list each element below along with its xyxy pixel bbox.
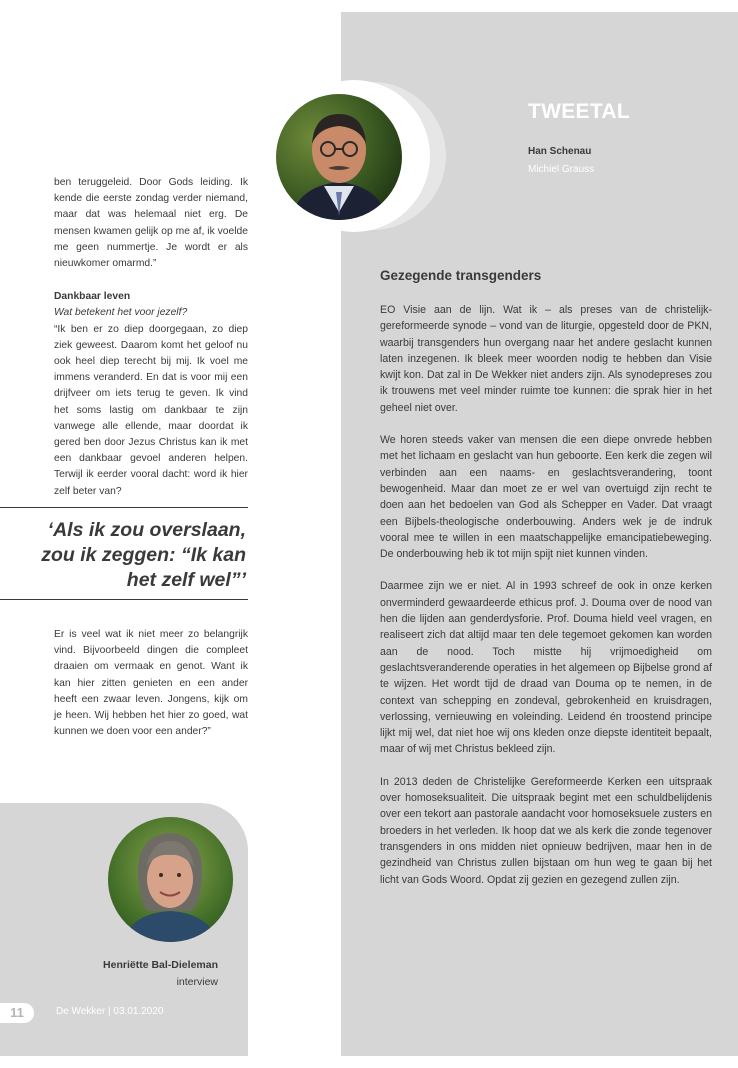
left-subheading: Dankbaar leven	[54, 291, 131, 303]
column-author: Han Schenau	[528, 146, 592, 157]
right-column-body	[380, 302, 712, 888]
interviewer-photo	[108, 817, 233, 942]
pull-quote: ‘Als ik zou overslaan, zou ik zeggen: “Ik kan het zelf wel”’	[41, 519, 246, 591]
photographer-credit: Michiel Grauss	[528, 164, 595, 175]
interview-question: Wat betekent het voor jezelf?	[54, 307, 188, 319]
left-column-lower	[54, 627, 248, 740]
left-paragraph-3: Er is veel wat ik niet meer zo belangrijk vind. Bijvoorbeeld dingen die compleet draaien om vermaak en genot. Want ik kan hier zitten genieten en een ander heeft een zwaar leven. Jongens, kijk om je heen. Wij hebben het hier zo goed, wat kunnen we doen voor een ander?”	[54, 629, 248, 738]
interviewer-name: Henriëtte Bal-Dieleman	[103, 959, 218, 971]
right-paragraph-1: EO Visie aan de lijn. Wat ik – als preses van de christelijk-gereformeerde synode – vond van de liturgie, opgesteld door de PKN, waarbij transgenders hun overgang naar het andere geslacht kunnen laten inzegenen. Ik bleek meer woorden nodig te hebben dan Visie kwijt kon. Dat zal in De Wekker niet anders zijn. Als synodepreses zou ik trouwens met veel minder ruimte toe kunnen: die sprak hier in het geheel niet over.	[380, 304, 712, 414]
quote-rule-bottom	[0, 599, 248, 600]
interviewer-role: interview	[176, 976, 218, 988]
publication-footer: De Wekker | 03.01.2020	[56, 1006, 164, 1017]
right-paragraph-3: Daarmee zijn we er niet. Al in 1993 schreef de ook in onze kerken onverminderd gewaardeerde ethicus prof. J. Douma over de nood van hen die lijden aan genderdysforie. Prof. Douma hield veel vragen, en realiseert zich dat altijd maar ten dele tegemoet gekomen kan worden aan de nood. Toch mistte hij vrijmoedigheid om geslachtsveranderende operaties in het algemeen op Bijbelse grond af te wijzen. Het wordt tijd de draad van Douma op te nemen, in de context van schepping en zondeval, gebrokenheid en kruisdragen, verlossing, vernieuwing en voleinding. Leidend én troostend principe lijkt mij wel, dat niet hoe wij ons kleden onze diepste identiteit bepaalt, maar of wij met Christus bekleed zijn.	[380, 580, 712, 756]
quote-rule-top	[0, 507, 248, 508]
left-column-upper	[54, 175, 248, 500]
article-heading: Gezegende transgenders	[380, 268, 542, 283]
right-paragraph-2: We horen steeds vaker van mensen die een diepe onvrede hebben met het lichaam en geslacht van hun geboorte. Een kerk die zegen wil verbinden aan een naams- en geslachtsverandering, toont bewogenheid. Maar dan moet ze er wel van overtuigd zijn recht te doen aan het bedoelen van God als Schepper en Vader. Dat vraagt een Bijbels-theologische onderbouwing. Anders wek je de indruk vooral mee te willen in een maatschappelijke emancipatiebeweging. De onderbouwing heb ik tot mijn spijt niet kunnen vinden.	[380, 434, 712, 561]
right-paragraph-4: In 2013 deden de Christelijke Gereformeerde Kerken een uitspraak over homoseksualiteit. Die uitspraak begint met een schuldbelijdenis over een tekort aan pastorale aandacht voor homoseksuele zusters en broeders in het verleden. Ik hoop dat we als kerk die zonde tegenover transgenders in ons midden niet opnieuw bedrijven, maar hen in de gezindheid van Christus zullen bijstaan om hun weg te gaan bij het licht van Gods Woord. Opdat zij gezien en gezegend zullen zijn.	[380, 775, 712, 886]
left-paragraph-1: ben teruggeleid. Door Gods leiding. Ik kende die eerste zondag verder niemand, maar dat was helemaal niet erg. De mensen kwamen gelijk op me af, ik voelde me geen nummertje. Je wordt er als nieuwkomer omarmd.”	[54, 177, 248, 270]
left-paragraph-2: “Ik ben er zo diep doorgegaan, zo diep ziek geweest. Daarom komt het geloof nu ook heel diep terecht bij mij. Ik voel me immens veranderd. En dat is voor mij een drijfveer om iets terug te geven. Ik vind het soms lastig om dankbaar te zijn vanwege alle ellende, maar doordat ik gered ben door Jezus Christus kan ik met een dankbaar gevoel anderen helpen. Terwijl ik eerder vooral dacht: word ik hier zelf beter van?	[54, 323, 248, 497]
page-number: 11	[0, 1003, 34, 1023]
author-photo	[276, 94, 402, 220]
section-label: TWEETAL	[528, 100, 631, 123]
